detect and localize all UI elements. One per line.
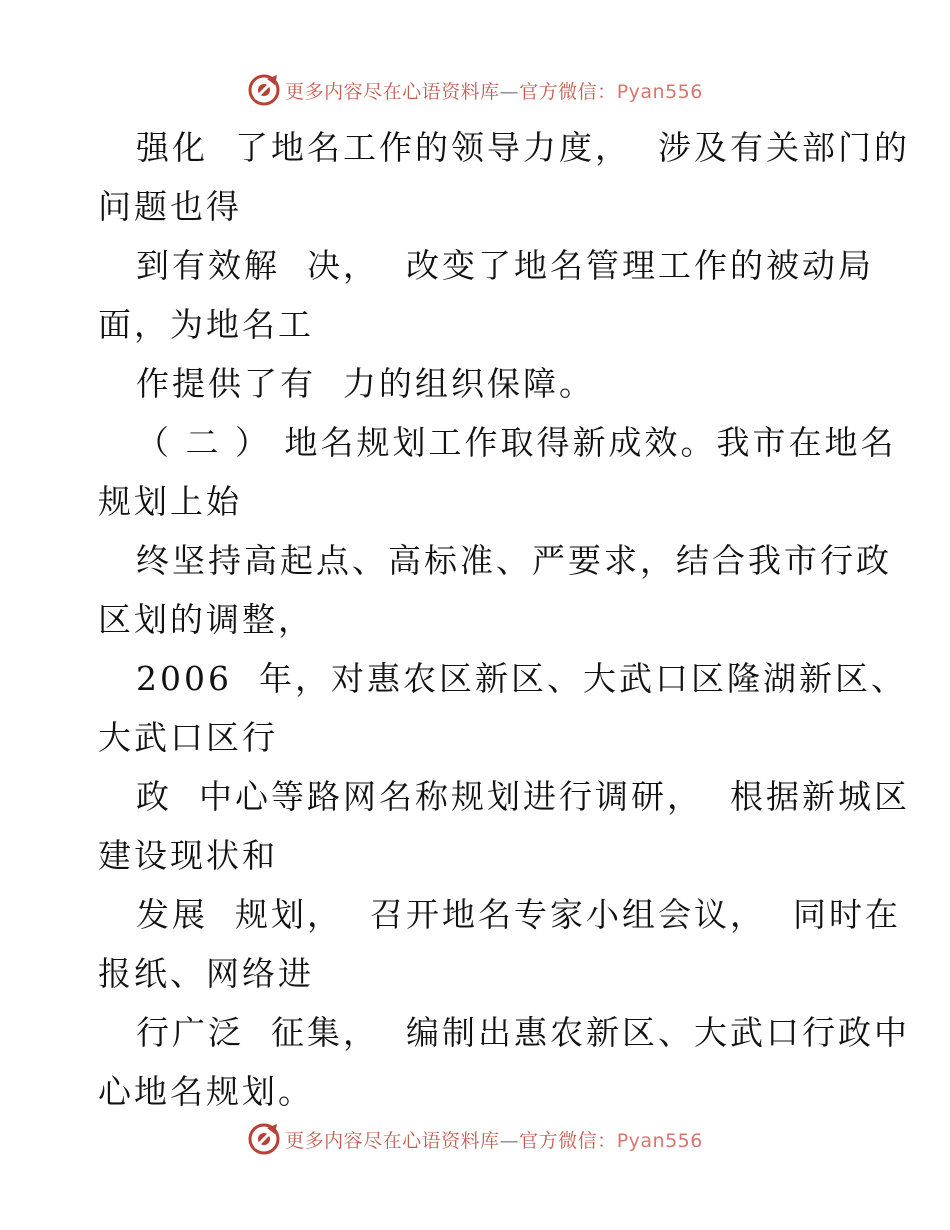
footer-watermark	[0, 1121, 950, 1157]
watermark-separator: —	[499, 80, 520, 103]
text-line: 2006 年，对惠农区新区、大武口区隆湖新区、	[136, 659, 907, 698]
text-line: 到有效解 决， 改变了地名管理工作的被动局	[136, 246, 874, 285]
watermark-brand: 更多内容尽在心语资料库	[285, 80, 500, 103]
text-line: 行广泛 征集， 编制出惠农新区、大武口行政中	[136, 1013, 910, 1052]
text-line: 区划的调整，	[98, 600, 314, 639]
watermark-brand: 更多内容尽在心语资料库	[285, 1129, 500, 1152]
text-line: 面，为地名工	[98, 305, 314, 344]
text-line: 强化 了地名工作的领导力度， 涉及有关部门的	[136, 128, 910, 167]
text-line: 报纸、网络进	[98, 954, 314, 993]
text-line: （ 二 ） 地名规划工作取得新成效。我市在地名	[136, 423, 897, 462]
brand-logo-icon	[247, 1122, 281, 1156]
text-line: 建设现状和	[98, 836, 278, 875]
text-line: 作提供了有 力的组织保障。	[136, 364, 595, 403]
watermark-handle: Pyan556	[616, 80, 703, 103]
watermark-text	[285, 1126, 703, 1153]
text-line: 心地名规划。	[98, 1072, 314, 1111]
text-line: 政 中心等路网名称规划进行调研， 根据新城区	[136, 777, 910, 816]
document-body	[98, 118, 910, 1121]
watermark-suffix: 官方微信：	[519, 80, 617, 103]
text-line: 发展 规划， 召开地名专家小组会议， 同时在	[136, 895, 901, 934]
watermark-text	[285, 77, 703, 104]
text-line: 问题也得	[98, 187, 242, 226]
text-line: 终坚持高起点、高标准、严要求，结合我市行政	[136, 541, 892, 580]
brand-logo-icon	[247, 73, 281, 107]
text-line: 规划上始	[98, 482, 242, 521]
text-line: 大武口区行	[98, 718, 278, 757]
watermark-separator: —	[499, 1129, 520, 1152]
watermark-handle: Pyan556	[616, 1129, 703, 1152]
header-watermark	[0, 72, 950, 108]
watermark-suffix: 官方微信：	[519, 1129, 617, 1152]
